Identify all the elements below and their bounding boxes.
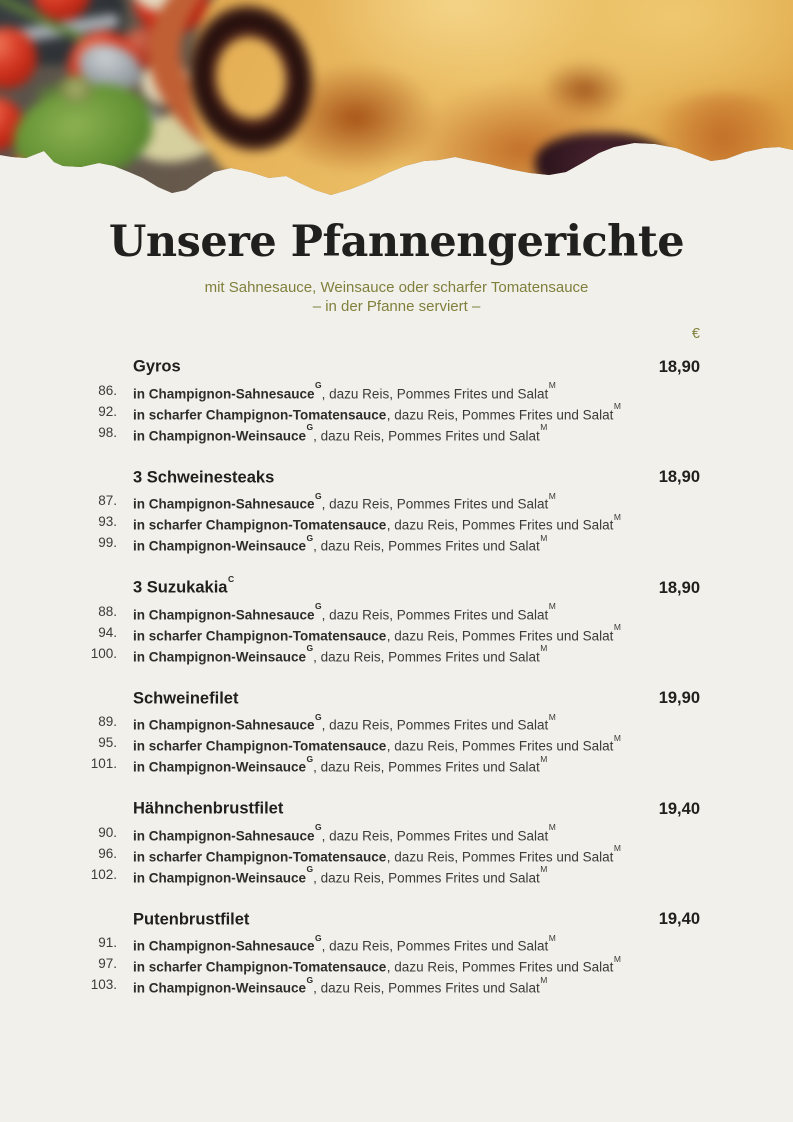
item-sides: , dazu Reis, Pommes Frites und Salat — [313, 759, 540, 775]
item-text — [133, 624, 700, 645]
item-text — [133, 603, 700, 624]
section-items — [0, 382, 700, 445]
menu-item — [0, 513, 700, 534]
item-sides-sup: M — [613, 953, 621, 964]
section-name — [133, 904, 643, 932]
item-sides: , dazu Reis, Pommes Frites und Salat — [313, 870, 540, 885]
section-name-text: Schweinefilet — [133, 689, 239, 707]
item-number: 94. — [98, 624, 117, 640]
section-header — [0, 793, 700, 821]
item-sides-sup: M — [540, 422, 548, 432]
item-number: 89. — [98, 714, 117, 729]
item-sides-sup: M — [613, 732, 621, 743]
menu-item — [0, 645, 700, 666]
item-sides: , dazu Reis, Pommes Frites und Salat — [321, 496, 549, 512]
item-sides-sup: M — [548, 490, 556, 501]
section-name-text: Putenbrustfilet — [133, 910, 250, 928]
item-text — [133, 513, 700, 534]
section-name-sup: C — [227, 573, 235, 584]
item-sides: , dazu Reis, Pommes Frites und Salat — [386, 517, 614, 533]
item-sides-sup: M — [540, 643, 548, 653]
cheese-browned-edge — [643, 93, 793, 183]
page-subtitle — [0, 278, 793, 316]
menu-item — [0, 755, 700, 776]
item-text — [133, 976, 700, 997]
item-number: 95. — [98, 735, 117, 750]
item-number: 99. — [98, 535, 117, 550]
item-sauce: in Champignon-Weinsauce — [133, 980, 307, 996]
item-sides: , dazu Reis, Pommes Frites und Salat — [321, 717, 549, 733]
item-number: 90. — [98, 824, 117, 840]
item-sides: , dazu Reis, Pommes Frites und Salat — [386, 407, 614, 422]
pan-handle — [170, 0, 332, 170]
section-name-text: Gyros — [133, 357, 181, 376]
item-text — [133, 534, 700, 555]
item-text — [133, 866, 700, 887]
item-sauce: in Champignon-Weinsauce — [133, 428, 307, 443]
menu-section — [0, 793, 700, 887]
item-sides: , dazu Reis, Pommes Frites und Salat — [386, 628, 614, 643]
menu-section — [0, 351, 700, 445]
item-sides: , dazu Reis, Pommes Frites und Salat — [386, 849, 614, 864]
item-sauce-sup: G — [306, 643, 314, 653]
section-price: 18,90 — [658, 357, 700, 376]
item-sides: , dazu Reis, Pommes Frites und Salat — [313, 980, 540, 996]
menu-section — [0, 572, 700, 666]
item-sauce-sup: G — [315, 601, 322, 611]
item-number: 103. — [90, 977, 117, 992]
item-sauce: in Champignon-Sahnesauce — [133, 496, 315, 512]
currency-header-row — [0, 325, 700, 343]
section-items — [0, 603, 700, 666]
item-sauce-sup: G — [315, 490, 322, 501]
currency-symbol: € — [691, 326, 700, 342]
subtitle-line-1: mit Sahnesauce, Weinsauce oder scharfer Tomatensauce — [204, 279, 589, 296]
item-sauce: in Champignon-Sahnesauce — [133, 828, 315, 843]
section-items — [0, 824, 700, 887]
item-number: 93. — [98, 514, 117, 529]
item-sauce: in Champignon-Weinsauce — [133, 649, 307, 664]
item-number: 91. — [98, 935, 117, 950]
item-sauce-sup: G — [306, 422, 314, 432]
section-price: 19,90 — [658, 689, 700, 707]
item-sides-sup: M — [540, 974, 548, 985]
menu-item — [0, 934, 700, 955]
menu — [0, 325, 700, 997]
menu-item — [0, 492, 700, 513]
item-text — [133, 824, 700, 845]
item-text — [133, 382, 700, 403]
item-sides: , dazu Reis, Pommes Frites und Salat — [321, 828, 549, 843]
menu-item — [0, 824, 700, 845]
item-sides-sup: M — [548, 601, 556, 611]
item-sides-sup: M — [540, 753, 548, 764]
menu-item — [0, 603, 700, 624]
menu-section — [0, 683, 700, 777]
section-price: 19,40 — [658, 910, 700, 928]
section-name-text: Hähnchenbrustfilet — [133, 799, 284, 818]
item-sides: , dazu Reis, Pommes Frites und Salat — [313, 649, 540, 664]
section-name-text: 3 Schweinesteaks — [133, 468, 275, 486]
item-number: 98. — [98, 424, 117, 440]
item-number: 101. — [90, 756, 117, 771]
menu-item — [0, 403, 700, 424]
section-price: 18,90 — [658, 578, 700, 597]
item-sides-sup: M — [548, 380, 556, 390]
menu-item — [0, 382, 700, 403]
item-sauce: in scharfer Champignon-Tomatensauce — [133, 738, 387, 754]
item-number: 86. — [98, 382, 117, 398]
dark-pot-edge — [535, 133, 670, 195]
item-text — [133, 645, 700, 666]
item-sauce: in scharfer Champignon-Tomatensauce — [133, 849, 387, 864]
item-sauce: in Champignon-Sahnesauce — [133, 938, 315, 954]
item-text — [133, 955, 700, 976]
item-sides-sup: M — [548, 822, 556, 832]
item-sides: , dazu Reis, Pommes Frites und Salat — [321, 607, 549, 622]
item-sauce-sup: G — [315, 822, 322, 832]
item-text — [133, 934, 700, 955]
item-sides: , dazu Reis, Pommes Frites und Salat — [313, 538, 540, 554]
section-header — [0, 462, 700, 490]
menu-item — [0, 734, 700, 755]
section-name — [133, 462, 643, 490]
menu-item — [0, 534, 700, 555]
item-sides: , dazu Reis, Pommes Frites und Salat — [386, 738, 614, 754]
item-sides: , dazu Reis, Pommes Frites und Salat — [321, 938, 549, 954]
section-price: 19,40 — [658, 799, 700, 818]
item-sides-sup: M — [613, 511, 621, 522]
menu-item — [0, 713, 700, 734]
item-number: 97. — [98, 956, 117, 971]
section-items — [0, 934, 700, 997]
menu-item — [0, 624, 700, 645]
item-sides-sup: M — [613, 622, 621, 632]
item-sides: , dazu Reis, Pommes Frites und Salat — [313, 428, 540, 443]
item-text — [133, 492, 700, 513]
item-sauce-sup: G — [306, 753, 314, 764]
item-number: 92. — [98, 403, 117, 419]
item-sides-sup: M — [613, 843, 621, 853]
section-name-text: 3 Suzukakia — [133, 578, 228, 597]
section-header — [0, 683, 700, 711]
item-sauce-sup: G — [306, 864, 314, 874]
section-name — [133, 683, 643, 711]
item-sauce: in Champignon-Sahnesauce — [133, 386, 315, 401]
header-photo-art — [0, 0, 793, 200]
item-sauce: in Champignon-Sahnesauce — [133, 717, 315, 733]
section-header — [0, 351, 700, 379]
section-items — [0, 713, 700, 776]
item-sauce: in Champignon-Weinsauce — [133, 759, 307, 775]
item-number: 88. — [98, 603, 117, 619]
item-sauce-sup: G — [315, 932, 322, 943]
subtitle-line-2: – in der Pfanne serviert – — [312, 298, 481, 315]
menu-item — [0, 845, 700, 866]
item-sides-sup: M — [540, 864, 548, 874]
menu-item — [0, 866, 700, 887]
menu-section — [0, 904, 700, 998]
header-photo — [0, 0, 793, 200]
menu-section — [0, 462, 700, 556]
item-text — [133, 734, 700, 755]
section-items — [0, 492, 700, 555]
item-sauce-sup: G — [315, 711, 322, 722]
item-number: 87. — [98, 493, 117, 508]
item-sides: , dazu Reis, Pommes Frites und Salat — [321, 386, 549, 401]
menu-item — [0, 424, 700, 445]
item-number: 102. — [90, 866, 117, 882]
section-header — [0, 904, 700, 932]
section-header — [0, 572, 700, 600]
item-text — [133, 755, 700, 776]
pepper-stem — [59, 75, 93, 103]
item-sauce-sup: G — [315, 380, 322, 390]
item-sauce: in Champignon-Sahnesauce — [133, 607, 315, 622]
item-sauce: in Champignon-Weinsauce — [133, 870, 307, 885]
item-number: 100. — [90, 645, 117, 661]
section-name — [133, 351, 643, 379]
item-sides-sup: M — [548, 932, 556, 943]
section-name — [133, 793, 643, 821]
item-text — [133, 424, 700, 445]
item-sauce: in scharfer Champignon-Tomatensauce — [133, 959, 387, 975]
item-sides-sup: M — [548, 711, 556, 722]
item-sauce-sup: G — [306, 974, 314, 985]
item-sides: , dazu Reis, Pommes Frites und Salat — [386, 959, 614, 975]
menu-item — [0, 955, 700, 976]
section-price: 18,90 — [658, 468, 700, 486]
section-name — [133, 572, 643, 600]
item-number: 96. — [98, 845, 117, 861]
item-sauce: in scharfer Champignon-Tomatensauce — [133, 517, 387, 533]
item-sauce: in scharfer Champignon-Tomatensauce — [133, 628, 387, 643]
item-sides-sup: M — [613, 401, 621, 411]
menu-sections — [0, 351, 700, 997]
item-text — [133, 845, 700, 866]
item-text — [133, 403, 700, 424]
item-sauce: in scharfer Champignon-Tomatensauce — [133, 407, 387, 422]
item-text — [133, 713, 700, 734]
item-sauce-sup: G — [306, 532, 314, 543]
item-sauce: in Champignon-Weinsauce — [133, 538, 307, 554]
menu-item — [0, 976, 700, 997]
item-sides-sup: M — [540, 532, 548, 543]
page-title: Unsere Pfannengerichte — [108, 217, 685, 267]
